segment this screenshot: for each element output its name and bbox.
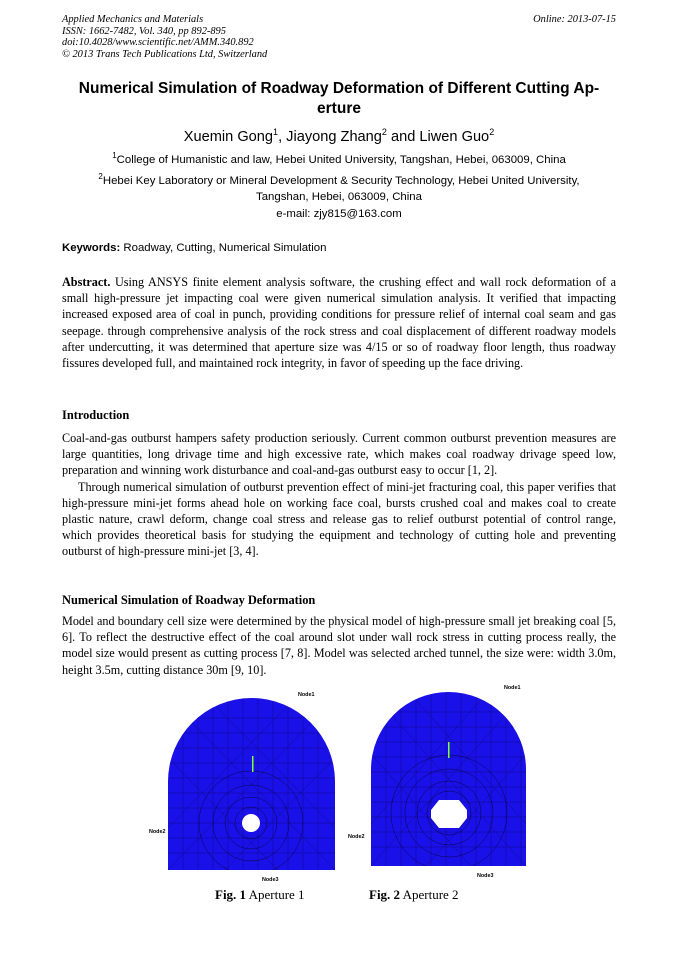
introduction-body <box>62 430 616 560</box>
journal-header <box>62 14 616 60</box>
abstract-text: Using ANSYS finite element analysis software, the crushing effect and wall rock deformation of a small high-pressure jet impacting coal were given numerical simulation analysis. It verified that impacting increased exposed area of coal in punch, providing conditions for pressure relief of internal coal seam and gas seepage. through comprehensive analysis of the rock stress and coal displacement of different roadway models after undercutting, it was determined that aperture size was 4/15 or so of roadway floor length, thus roadway fissures developed full, and maintained rock integrity, in favor of speeding up the face driving. <box>62 275 616 371</box>
author-list <box>62 122 616 147</box>
author-sep-1: , <box>278 128 287 145</box>
intro-paragraph-2: Through numerical simulation of outburst prevention effect of mini-jet fracturing coal, this paper verifies that high-pressure mini-jet forms ahead hole on working face coal, bursts crushed coal and makes coal to create plastic nature, crawl deform, change coal stress and release gas to relief outburst potential of control range, which provides theoretical basis for studying the equipment and technology of cutting hole and preventing outburst of high-pressure mini-jet [3, 4]. <box>62 479 616 559</box>
journal-issn: ISSN: 1662-7482, Vol. 340, pp 892-895 <box>62 25 226 37</box>
title-line-2: erture <box>317 100 361 117</box>
title-line-1: Numerical Simulation of Roadway Deformation of Different Cutting Ap- <box>78 80 600 97</box>
intro-paragraph-1: Coal-and-gas outburst hampers safety production seriously. Current common outburst prevention measures are large quantities, long drivage time and high excessive rate, which makes coal roadway drivage speed low, preparation and winning work disturbance and coal-and-gas outburst easy to occur [1, 2]. <box>62 431 616 478</box>
simulation-paragraph: Model and boundary cell size were determined by the physical model of high-pressure small jet breaking coal [5, 6]. To reflect the destructive effect of the coal around slot under wall rock stress in cutting process really, the model size would present as cutting process [7, 8]. Model was selected arched tunnel, the size were: width 3.0m, height 3.5m, cutting distance 30m [9, 10]. <box>62 614 616 677</box>
section-heading-introduction: Introduction <box>62 408 130 422</box>
figure-2-aperture <box>431 800 467 828</box>
figure-2-node1-label: Node1 <box>504 685 521 691</box>
figure-1-mesh <box>168 698 335 870</box>
author-1: Xuemin Gong <box>183 128 274 145</box>
journal-copyright: © 2013 Trans Tech Publications Ltd, Switzerland <box>62 48 268 60</box>
figure-2-node3-label: Node3 <box>477 873 494 879</box>
figure-1-node3-label: Node3 <box>262 877 279 883</box>
journal-name: Applied Mechanics and Materials <box>62 14 204 25</box>
author-1-sup: 1 <box>273 127 279 137</box>
keywords <box>62 240 616 256</box>
affiliation-1-sup: 1 <box>112 151 117 160</box>
author-sep-2: and <box>386 128 420 145</box>
affiliation-2-line-2: Tangshan, Hebei, 063009, China <box>256 190 422 203</box>
keywords-label: Keywords: <box>62 242 121 254</box>
figure-1-aperture <box>242 814 260 832</box>
figure-2-caption <box>369 887 459 903</box>
affiliation-1 <box>62 148 616 168</box>
paper-title <box>62 79 616 119</box>
affiliation-2-sup: 2 <box>98 172 103 181</box>
figure-1-node1-label: Node1 <box>298 692 315 698</box>
figure-2-node2-label: Node2 <box>348 834 365 840</box>
figure-1-mesh-svg <box>168 698 335 870</box>
figure-1-caption <box>215 887 305 903</box>
contact-email[interactable]: e-mail: zjy815@163.com <box>276 208 402 220</box>
figure-2-mesh-svg <box>371 692 526 866</box>
keywords-text: Roadway, Cutting, Numerical Simulation <box>120 242 327 254</box>
figure-2-label: Fig. 2 <box>369 887 401 902</box>
figure-1-caption-text: Aperture 1 <box>246 887 305 902</box>
author-2-sup: 2 <box>381 127 387 137</box>
affiliation-2-line-1: Hebei Key Laboratory or Mineral Development & Security Technology, Hebei United University, <box>102 174 580 187</box>
figure-1-label: Fig. 1 <box>215 887 247 902</box>
figure-2-mesh <box>371 692 526 866</box>
section-heading-simulation: Numerical Simulation of Roadway Deformation <box>62 593 316 607</box>
online-date: Online: 2013-07-15 <box>533 14 616 25</box>
author-3: Liwen Guo <box>419 128 490 145</box>
figure-1-node2-label: Node2 <box>149 829 166 835</box>
affiliation-1-text: College of Humanistic and law, Hebei United University, Tangshan, Hebei, 063009, China <box>116 153 566 166</box>
author-3-sup: 2 <box>489 127 495 137</box>
author-2: Jiayong Zhang <box>286 128 382 145</box>
abstract-label: Abstract. <box>62 275 111 289</box>
affiliation-2 <box>62 169 616 205</box>
abstract <box>62 274 616 371</box>
figure-2-caption-text: Aperture 2 <box>400 887 459 902</box>
journal-doi[interactable]: doi:10.4028/www.scientific.net/AMM.340.892 <box>62 37 254 49</box>
